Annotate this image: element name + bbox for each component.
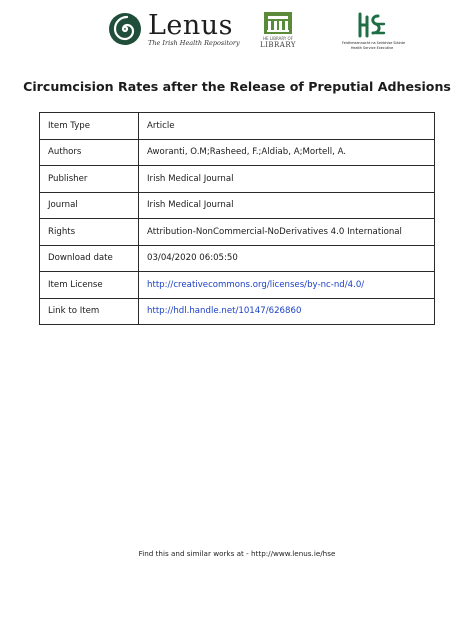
row-label-link-to-item: Link to Item	[40, 298, 139, 325]
row-label-publisher: Publisher	[40, 166, 139, 193]
table-row	[40, 298, 435, 325]
hse-irish-name: Feidhmeannacht na Seirbhíse Sláinte	[342, 41, 406, 45]
row-label-rights: Rights	[40, 219, 139, 246]
row-value-link-to-item	[139, 298, 435, 325]
hse-english-name: Health Service Executive	[350, 46, 394, 50]
row-label-download-date: Download date	[40, 245, 139, 272]
table-row	[40, 192, 435, 219]
row-label-item-license: Item License	[40, 272, 139, 299]
metadata-table	[39, 112, 435, 325]
library-small-text: HE LIBRARY OF	[263, 36, 293, 41]
hse-logo[interactable]	[342, 12, 406, 52]
lenus-wordmark: Lenus	[148, 10, 234, 41]
logo-bar	[0, 10, 474, 54]
row-label-authors: Authors	[40, 139, 139, 166]
hse-mark-icon	[356, 12, 386, 38]
item-link[interactable]: http://hdl.handle.net/10147/626860	[147, 306, 302, 317]
library-wordmark: LIBRARY	[259, 41, 297, 49]
row-value-item-license	[139, 272, 435, 299]
lenus-tagline: The Irish Health Repository	[148, 39, 240, 47]
library-building-icon	[264, 12, 292, 34]
footer-note: Find this and similar works at - http://www.lenus.ie/hse	[138, 549, 336, 558]
table-row	[40, 139, 435, 166]
table-row	[40, 113, 435, 140]
table-row	[40, 272, 435, 299]
row-value-rights: Attribution-NonCommercial-NoDerivatives 4.0 International	[139, 219, 435, 246]
table-row	[40, 219, 435, 246]
row-value-item-type: Article	[139, 113, 435, 140]
library-logo[interactable]	[258, 12, 298, 52]
row-value-download-date: 03/04/2020 06:05:50	[139, 245, 435, 272]
lenus-spiral-icon	[108, 12, 142, 46]
license-link[interactable]: http://creativecommons.org/licenses/by-nc-nd/4.0/	[147, 279, 365, 290]
row-value-journal: Irish Medical Journal	[139, 192, 435, 219]
table-row	[40, 245, 435, 272]
table-row	[40, 166, 435, 193]
row-label-item-type: Item Type	[40, 113, 139, 140]
row-value-publisher: Irish Medical Journal	[139, 166, 435, 193]
row-label-journal: Journal	[40, 192, 139, 219]
row-value-authors: Aworanti, O.M;Rasheed, F.;Aldiab, A;Mortell, A.	[139, 139, 435, 166]
document-title: Circumcision Rates after the Release of Preputial Adhesions	[23, 79, 451, 94]
lenus-logo[interactable]	[108, 10, 240, 52]
